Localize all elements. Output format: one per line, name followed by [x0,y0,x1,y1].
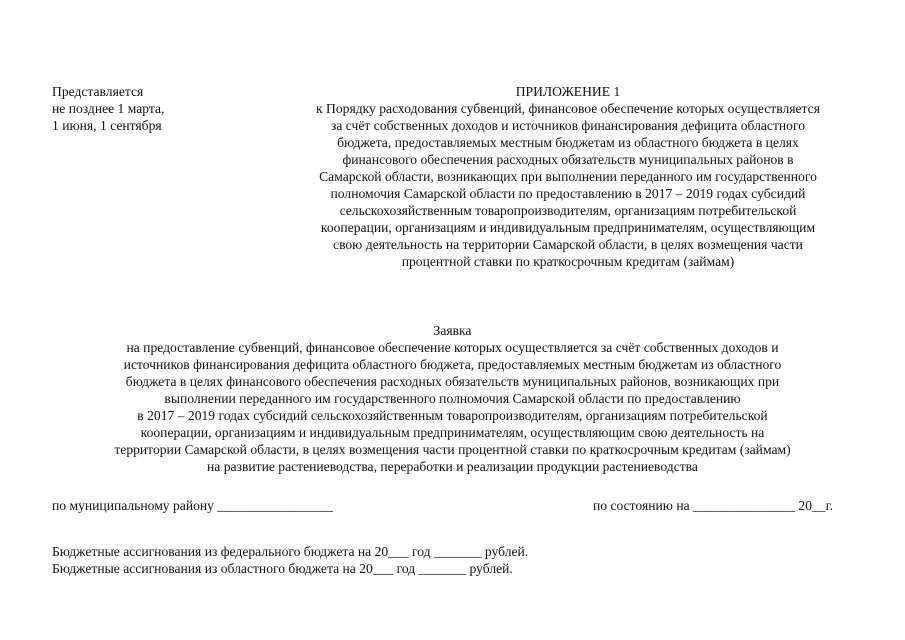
request-line: выполнении переданного им государственного полномочия Самарской области по предоставлению [164,391,741,406]
district-label: по муниципальному району [52,498,214,513]
district-blank[interactable]: _________________ [217,498,333,513]
budget-allocations [52,543,528,577]
request-title: Заявка [433,323,472,338]
status-date-field [593,497,833,514]
appendix-line: полномочия Самарской области по предоставлению в 2017 – 2019 годах субсидий [330,186,806,201]
appendix-line: за счёт собственных доходов и источников финансирования дефицита областного [330,118,806,133]
appendix-line: Самарской области, возникающих при выполнении переданного им государственного [319,169,817,184]
request-line: на предоставление субвенций, финансовое обеспечение которых осуществляется за счёт собственных доходов и [126,340,779,355]
submission-note-line: Представляется [52,84,144,99]
request-line: источников финансирования дефицита областного бюджета, предоставляемых местным бюджетам из областного [123,357,782,372]
federal-budget-line: Бюджетные ассигнования из федерального бюджета на 20___ год _______ рублей. [52,544,529,559]
regional-budget-line: Бюджетные ассигнования из областного бюджета на 20___ год _______ рублей. [52,561,513,576]
appendix-header [268,83,868,270]
submission-note-line: не позднее 1 марта, [52,101,165,116]
appendix-line: кооперации, организациям и индивидуальным предпринимателям, осуществляющим [320,220,816,235]
appendix-line: сельскохозяйственным товаропроизводителям, организациям потребительской [339,203,797,218]
district-field [52,497,333,514]
submission-note-line: 1 июня, 1 сентября [52,118,162,133]
appendix-title: ПРИЛОЖЕНИЕ 1 [515,84,621,99]
status-date-blank[interactable]: _______________ [693,498,795,513]
request-line: бюджета в целях финансового обеспечения расходных обязательств муниципальных районов, возникающих при [125,374,780,389]
status-year: 20__г. [798,498,834,513]
request-line: на развитие растениеводства, переработки и реализации продукции растениеводства [207,459,698,474]
submission-deadline-note [52,83,252,134]
status-label: по состоянию на [593,498,690,513]
appendix-line: процентной ставки по краткосрочным кредитам (займам) [401,254,735,269]
appendix-line: финансового обеспечения расходных обязательств муниципальных районов в [342,152,794,167]
request-line: в 2017 – 2019 годах субсидий сельскохозяйственным товаропроизводителям, организациям потребительской [137,408,768,423]
request-line: территории Самарской области, в целях возмещения части процентной ставки по краткосрочным кредитам (займам) [114,442,791,457]
request-heading [20,322,885,475]
appendix-line: свою деятельность на территории Самарской области, в целях возмещения части [333,237,803,252]
request-line: кооперации, организациям и индивидуальным предпринимателям, осуществляющим свою деятельность на [140,425,765,440]
appendix-line: к Порядку расходования субвенций, финансовое обеспечение которых осуществляется [316,101,820,116]
appendix-line: бюджета, предоставляемых местным бюджетам из областного бюджета в целях [337,135,799,150]
